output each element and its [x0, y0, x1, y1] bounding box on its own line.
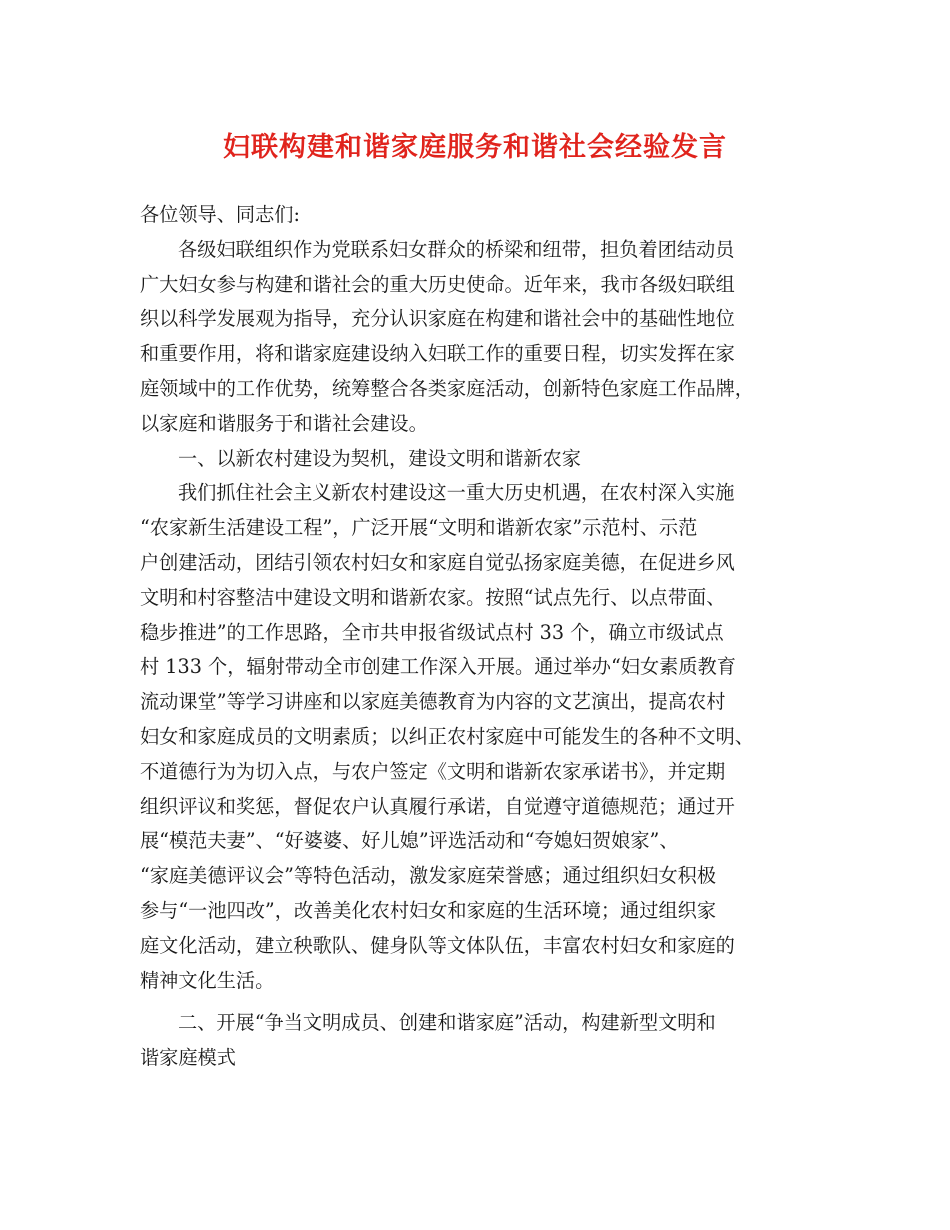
paragraph-line: 妇女和家庭成员的文明素质；以纠正农村家庭中可能发生的各种不文明、	[140, 724, 754, 748]
section-heading: 一、以新农村建设为契机，建设文明和谐新农家	[178, 446, 581, 470]
paragraph-line: 精神文化生活。	[140, 968, 275, 992]
greeting-line: 各位领导、同志们:	[140, 203, 300, 226]
document-body	[140, 198, 820, 1076]
paragraph-line: 不道德行为为切入点，与农户签定《文明和谐新农家承诺书》，并定期	[140, 759, 726, 783]
paragraph-line: 广大妇女参与构建和谐社会的重大历史使命。近年来，我市各级妇联组	[140, 272, 735, 296]
paragraph-line: 组织评议和奖惩，督促农户认真履行承诺，自觉遵守道德规范；通过开	[140, 794, 735, 818]
paragraph-line: 展“模范夫妻”、“好婆婆、好儿媳”评选活动和“夸媳妇贺娘家”、	[140, 829, 679, 853]
paragraph-line: 各级妇联组织作为党联系妇女群众的桥梁和纽带，担负着团结动员	[178, 237, 735, 261]
paragraph-line: “农家新生活建设工程”，广泛开展“文明和谐新农家”示范村、示范	[140, 516, 698, 540]
paragraph-line: 户创建活动，团结引领农村妇女和家庭自觉弘扬家庭美德，在促进乡风	[140, 550, 735, 574]
document-title: 妇联构建和谐家庭服务和谐社会经验发言	[223, 132, 727, 163]
paragraph-line: 织以科学发展观为指导，充分认识家庭在构建和谐社会中的基础性地位	[140, 307, 735, 331]
paragraph-line: 我们抓住社会主义新农村建设这一重大历史机遇，在农村深入实施	[178, 481, 735, 505]
paragraph-line: 村 133 个，辐射带动全市创建工作深入开展。通过举办“妇女素质教育	[140, 655, 736, 679]
paragraph-line: 文明和村容整洁中建设文明和谐新农家。按照“试点先行、以点带面、	[140, 585, 726, 609]
paragraph-gap	[140, 998, 820, 1006]
paragraph-line: 和重要作用，将和谐家庭建设纳入妇联工作的重要日程，切实发挥在家	[140, 342, 735, 366]
paragraph-line: 参与“一池四改”，改善美化农村妇女和家庭的生活环境；通过组织家	[140, 898, 717, 922]
paragraph-line: 庭文化活动，建立秧歌队、健身队等文体队伍，丰富农村妇女和家庭的	[140, 933, 735, 957]
paragraph-line: “家庭美德评议会”等特色活动，激发家庭荣誉感；通过组织妇女积极	[140, 864, 717, 888]
section-heading: 二、开展“争当文明成员、创建和谐家庭”活动，构建新型文明和	[178, 1011, 716, 1035]
paragraph-line: 流动课堂”等学习讲座和以家庭美德教育为内容的文艺演出，提高农村	[140, 690, 726, 714]
paragraph-line: 稳步推进”的工作思路，全市共申报省级试点村 33 个，确立市级试点	[140, 620, 724, 644]
paragraph-line: 以家庭和谐服务于和谐社会建设。	[140, 411, 428, 435]
paragraph-line: 庭领域中的工作优势，统筹整合各类家庭活动，创新特色家庭工作品牌，	[140, 376, 754, 400]
section-heading: 谐家庭模式	[140, 1046, 236, 1070]
